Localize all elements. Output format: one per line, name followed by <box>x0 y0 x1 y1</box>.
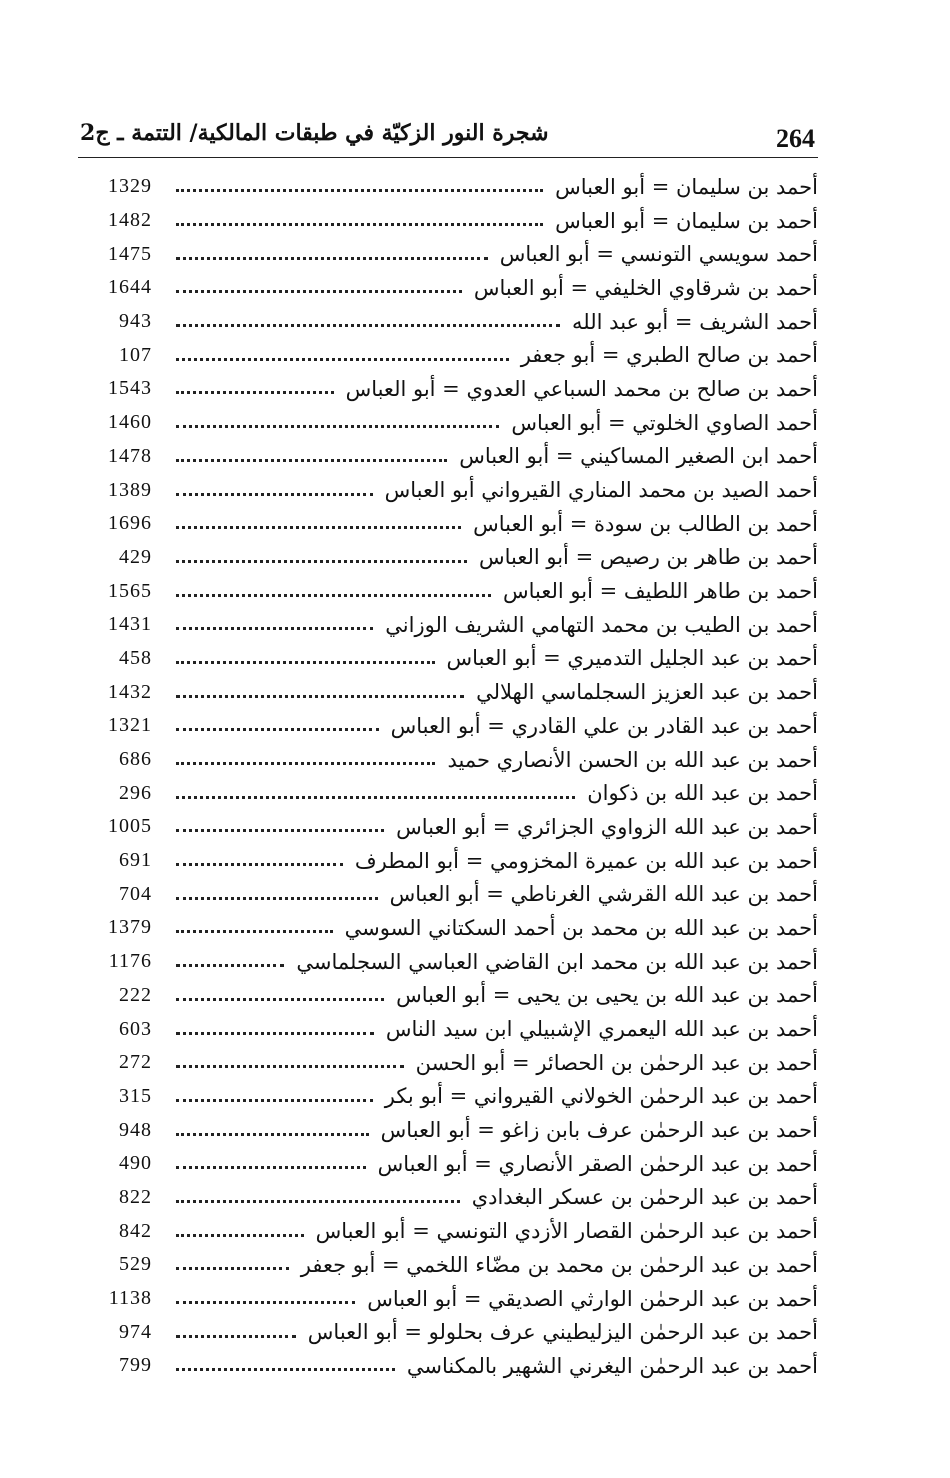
entry-page-number: 315 <box>119 1084 152 1107</box>
entry-name: أحمد بن عبد الله بن يحيى بن يحيى = أبو العباس <box>396 983 818 1008</box>
index-entry <box>78 1248 818 1282</box>
index-entry <box>78 1113 818 1147</box>
entry-page-number: 691 <box>119 849 152 872</box>
entry-name: أحمد بن عبد الله بن الحسن الأنصاري حميد <box>447 747 818 772</box>
page-header <box>80 118 815 160</box>
entry-name: أحمد بن عبد الرحمٰن عرف بابن زاغو = أبو العباس <box>380 1118 818 1143</box>
entry-page-number: 296 <box>119 781 152 804</box>
entry-name: أحمد بن عبد الله بن محمد بن أحمد السكتاني السوسي <box>344 915 818 940</box>
entry-name: أحمد بن عبد الرحمٰن الصقر الأنصاري = أبو العباس <box>377 1151 818 1176</box>
index-entry <box>78 271 818 305</box>
entry-page-number: 842 <box>119 1219 152 1242</box>
dot-leader <box>176 278 462 293</box>
entry-name: أحمد بن عبد العزيز السجلماسي الهلالي <box>476 680 818 705</box>
entry-name: أحمد بن عبد الرحمٰن بن محمد بن مضّاء اللخمي = أبو جعفر <box>300 1252 818 1277</box>
dot-leader <box>176 211 543 226</box>
index-entry <box>78 473 818 507</box>
dot-leader <box>176 447 447 462</box>
entry-page-number: 1176 <box>108 950 152 973</box>
entry-name: أحمد بن عبد الرحمٰن بن عسكر البغدادي <box>471 1185 818 1210</box>
index-entry <box>78 507 818 541</box>
index-entry <box>78 743 818 777</box>
entry-page-number: 948 <box>119 1118 152 1141</box>
entry-page-number: 1543 <box>108 377 152 400</box>
entry-page-number: 222 <box>119 983 152 1006</box>
entry-page-number: 704 <box>119 882 152 905</box>
entry-name: أحمد الشريف = أبو عبد الله <box>572 309 818 334</box>
index-entry <box>78 810 818 844</box>
index-entry <box>78 844 818 878</box>
entry-name: أحمد بن عبد الرحمٰن اليزليطيني عرف بحلولو = أبو العباس <box>307 1320 818 1345</box>
index-entry <box>78 1282 818 1316</box>
entry-name: أحمد بن الطيب بن محمد التهامي الشريف الوزاني <box>385 612 818 637</box>
dot-leader <box>176 1188 460 1203</box>
entry-page-number: 1379 <box>108 916 152 939</box>
dot-leader <box>176 1087 373 1102</box>
dot-leader <box>176 952 284 967</box>
entry-name: أحمد بن عبد الله بن عميرة المخزومي = أبو المطرف <box>354 848 818 873</box>
dot-leader <box>176 1323 296 1338</box>
index-entry <box>78 1147 818 1181</box>
entry-name: أحمد بن عبد الرحمٰن القصار الأزدي التونسي = أبو العباس <box>315 1219 818 1244</box>
dot-leader <box>176 1020 374 1035</box>
entry-page-number: 1460 <box>108 411 152 434</box>
page-number: 264 <box>776 124 815 153</box>
entry-page-number: 1696 <box>108 512 152 535</box>
entry-page-number: 272 <box>119 1051 152 1074</box>
index-entry <box>78 642 818 676</box>
entry-name: أحمد بن عبد الله بن محمد ابن القاضي العباسي السجلماسي <box>296 949 818 974</box>
entry-name: أحمد ابن الصغير المساكيني = أبو العباس <box>459 444 818 469</box>
index-entry <box>78 1214 818 1248</box>
entry-name: أحمد بن صالح الطبري = أبو جعفر <box>520 343 818 368</box>
dot-leader <box>176 851 343 866</box>
header-rule <box>78 157 818 158</box>
index-entry <box>78 1349 818 1383</box>
dot-leader <box>176 918 333 933</box>
dot-leader <box>176 245 488 260</box>
dot-leader <box>176 1053 404 1068</box>
index-entry <box>78 1315 818 1349</box>
dot-leader <box>176 750 435 765</box>
dot-leader <box>176 1121 369 1136</box>
dot-leader <box>176 716 379 731</box>
entry-name: أحمد بن عبد الله الزواوي الجزائري = أبو العباس <box>396 814 818 839</box>
index-entry <box>78 1080 818 1114</box>
dot-leader <box>176 413 499 428</box>
dot-leader <box>176 177 543 192</box>
index-entry <box>78 406 818 440</box>
entry-name: أحمد بن عبد الرحمٰن الوارثي الصديقي = أبو العباس <box>367 1286 818 1311</box>
dot-leader <box>176 1356 395 1371</box>
entry-name: أحمد سويسي التونسي = أبو العباس <box>499 242 818 267</box>
entry-name: أحمد الصاوي الخلوتي = أبو العباس <box>511 410 818 435</box>
index-entry <box>78 574 818 608</box>
entry-name: أحمد بن عبد الله بن ذكوان <box>587 781 818 806</box>
index-entry <box>78 979 818 1013</box>
index-entry <box>78 372 818 406</box>
entry-name: أحمد بن صالح بن محمد السباعي العدوي = أبو العباس <box>345 376 818 401</box>
index-list <box>78 170 818 1383</box>
dot-leader <box>176 1222 304 1237</box>
running-title: شجرة النور الزكيّة في طبقات المالكية/ التتمة ـ ج2 <box>80 120 549 146</box>
entry-page-number: 1478 <box>108 444 152 467</box>
entry-page-number: 1005 <box>108 815 152 838</box>
entry-page-number: 529 <box>119 1253 152 1276</box>
entry-page-number: 943 <box>119 310 152 333</box>
dot-leader <box>176 817 384 832</box>
entry-name: أحمد بن عبد الرحمٰن الخولاني القيرواني = أبو بكر <box>384 1084 818 1109</box>
index-entry <box>78 305 818 339</box>
entry-page-number: 1482 <box>108 209 152 232</box>
entry-page-number: 1138 <box>108 1287 152 1310</box>
index-entry <box>78 338 818 372</box>
dot-leader <box>176 683 464 698</box>
entry-page-number: 107 <box>119 343 152 366</box>
entry-name: أحمد بن الطالب بن سودة = أبو العباس <box>473 511 818 536</box>
entry-name: أحمد بن طاهر بن رصيص = أبو العباس <box>478 545 818 570</box>
dot-leader <box>176 379 334 394</box>
entry-page-number: 1432 <box>108 680 152 703</box>
entry-name: أحمد بن شرقاوي الخليفي = أبو العباس <box>473 275 818 300</box>
index-entry <box>78 1046 818 1080</box>
entry-page-number: 1565 <box>108 579 152 602</box>
entry-name: أحمد الصيد بن محمد المناري القيرواني أبو العباس <box>384 478 818 503</box>
entry-name: أحمد بن عبد الجليل التدميري = أبو العباس <box>446 646 818 671</box>
entry-page-number: 974 <box>119 1320 152 1343</box>
entry-name: أحمد بن سليمان = أبو العباس <box>555 208 818 233</box>
entry-page-number: 1644 <box>108 276 152 299</box>
index-entry <box>78 776 818 810</box>
entry-name: أحمد بن عبد الرحمٰن بن الحصائر = أبو الحسن <box>415 1050 818 1075</box>
entry-name: أحمد بن عبد القادر بن علي القادري = أبو العباس <box>390 713 818 738</box>
dot-leader <box>176 548 467 563</box>
index-entry <box>78 877 818 911</box>
entry-page-number: 429 <box>119 545 152 568</box>
entry-page-number: 490 <box>119 1152 152 1175</box>
entry-page-number: 799 <box>119 1354 152 1377</box>
entry-page-number: 686 <box>119 748 152 771</box>
entry-page-number: 1431 <box>108 613 152 636</box>
entry-name: أحمد بن عبد الله القرشي الغرناطي = أبو العباس <box>389 882 818 907</box>
index-entry <box>78 911 818 945</box>
entry-name: أحمد بن طاهر اللطيف = أبو العباس <box>503 579 818 604</box>
dot-leader <box>176 986 384 1001</box>
index-entry <box>78 541 818 575</box>
entry-page-number: 1475 <box>108 242 152 265</box>
dot-leader <box>176 312 560 327</box>
dot-leader <box>176 1289 355 1304</box>
entry-page-number: 1329 <box>108 175 152 198</box>
dot-leader <box>176 649 435 664</box>
entry-page-number: 1389 <box>108 478 152 501</box>
index-entry <box>78 675 818 709</box>
dot-leader <box>176 514 461 529</box>
entry-page-number: 1321 <box>108 714 152 737</box>
entry-name: أحمد بن سليمان = أبو العباس <box>555 174 818 199</box>
index-entry <box>78 204 818 238</box>
entry-page-number: 822 <box>119 1185 152 1208</box>
dot-leader <box>176 481 373 496</box>
index-entry <box>78 440 818 474</box>
dot-leader <box>176 346 509 361</box>
index-entry <box>78 945 818 979</box>
entry-page-number: 458 <box>119 646 152 669</box>
index-entry <box>78 170 818 204</box>
dot-leader <box>176 885 378 900</box>
entry-page-number: 603 <box>119 1017 152 1040</box>
dot-leader <box>176 615 373 630</box>
dot-leader <box>176 1255 289 1270</box>
entry-name: أحمد بن عبد الرحمٰن اليغرني الشهير بالمكناسي <box>406 1353 818 1378</box>
index-entry <box>78 608 818 642</box>
index-entry <box>78 709 818 743</box>
dot-leader <box>176 784 575 799</box>
index-entry <box>78 1181 818 1215</box>
entry-name: أحمد بن عبد الله اليعمري الإشبيلي ابن سيد الناس <box>385 1017 818 1042</box>
dot-leader <box>176 1154 366 1169</box>
index-entry <box>78 237 818 271</box>
dot-leader <box>176 582 491 597</box>
index-entry <box>78 1012 818 1046</box>
